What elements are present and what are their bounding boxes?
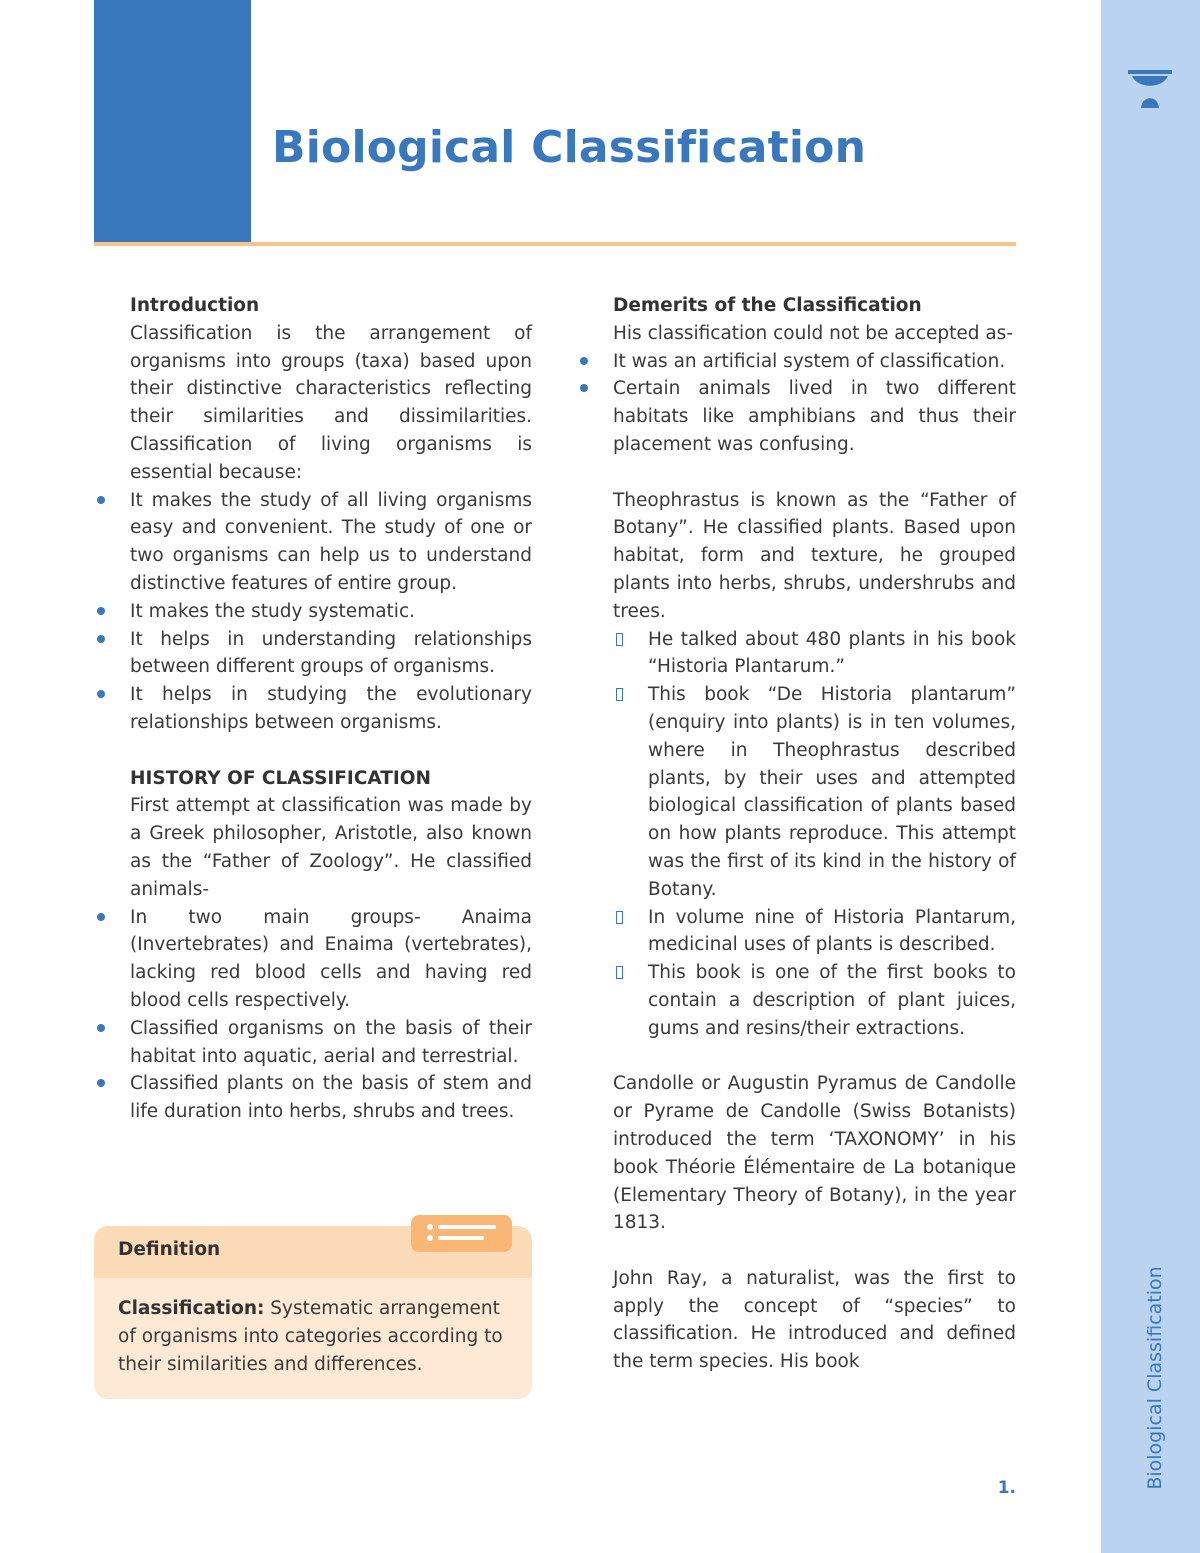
list-item: This book is one of the first books to contain a description of plant juices, gums and resins/their extractions. xyxy=(648,959,1016,1042)
definition-term: Classification: xyxy=(118,1298,265,1319)
list-item: In volume nine of Historia Plantarum, medicinal uses of plants is described. xyxy=(648,904,1016,960)
definition-text xyxy=(118,1295,516,1378)
list-item: He talked about 480 plants in his book “Historia Plantarum.” xyxy=(648,626,1016,682)
list-item: It makes the study systematic. xyxy=(130,598,532,626)
introduction-heading: Introduction xyxy=(130,295,260,316)
side-label: Biological Classification xyxy=(1144,1266,1166,1490)
page-number: 1. xyxy=(997,1478,1016,1498)
candolle-text: Candolle or Augustin Pyramus de Candolle or Pyrame de Candolle (Swiss Botanists) introduced the term ‘TAXONOMY’ in his book Théorie Élémentaire de La botanique (Elementary Theory of Botany), in the year 1813. xyxy=(613,1073,1016,1234)
definition-list-icon xyxy=(411,1215,512,1252)
list-item: It was an artificial system of classification. xyxy=(613,348,1016,376)
list-item: It makes the study of all living organisms easy and convenient. The study of one or two organisms can help us to understand distinctive features of entire group. xyxy=(130,487,532,598)
demerits-list xyxy=(613,348,1016,459)
list-item: This book “De Historia plantarum” (enquiry into plants) is in ten volumes, where in Theophrastus described plants, by their uses and attempted biological classification of plants based on how plants reproduce. This attempt was the first of its kind in the history of Botany. xyxy=(648,681,1016,903)
theophrastus-text: Theophrastus is known as the “Father of Botany”. He classified plants. Based upon habitat, form and texture, he grouped plants into herbs, shrubs, undershrubs and trees. xyxy=(613,489,1016,622)
definition-title: Definition xyxy=(118,1239,221,1260)
introduction-text: Classification is the arrangement of organisms into groups (taxa) based upon their distinctive characteristics reflecting their similarities and dissimilarities. Classification of living organisms is essential because: xyxy=(130,322,532,483)
theophrastus-list xyxy=(613,626,1016,1043)
history-list xyxy=(130,904,532,1126)
history-heading: HISTORY OF CLASSIFICATION xyxy=(130,767,431,789)
title-underline xyxy=(94,242,1016,246)
list-item: In two main groups- Anaima (Invertebrates) and Enaima (vertebrates), lacking red blood cells and having red blood cells respectively. xyxy=(130,904,532,1015)
demerits-text: His classification could not be accepted as- xyxy=(613,322,1013,344)
list-item: It helps in understanding relationships between different groups of organisms. xyxy=(130,626,532,682)
introduction-list xyxy=(130,487,532,737)
definition-description: Systematic arrangement of organisms into categories according to their similarities and differences. xyxy=(118,1298,503,1375)
history-text: First attempt at classification was made by a Greek philosopher, Aristotle, also known as the “Father of Zoology”. He classified animals- xyxy=(130,795,532,900)
right-column xyxy=(613,292,1016,1376)
john-ray-text: John Ray, a naturalist, was the first to apply the concept of “species” to classification. He introduced and defined the term species. His book xyxy=(613,1267,1016,1373)
list-item: Classified plants on the basis of stem and life duration into herbs, shrubs and trees. xyxy=(130,1070,532,1126)
page-title: Biological Classification xyxy=(272,122,867,173)
unacademy-logo-icon xyxy=(1128,70,1172,108)
title-color-block xyxy=(94,0,251,243)
left-column xyxy=(130,292,532,1126)
list-item: It helps in studying the evolutionary relationships between organisms. xyxy=(130,681,532,737)
list-item: Certain animals lived in two different habitats like amphibians and thus their placement was confusing. xyxy=(613,375,1016,458)
demerits-heading: Demerits of the Classification xyxy=(613,295,922,316)
list-item: Classified organisms on the basis of their habitat into aquatic, aerial and terrestrial. xyxy=(130,1015,532,1071)
